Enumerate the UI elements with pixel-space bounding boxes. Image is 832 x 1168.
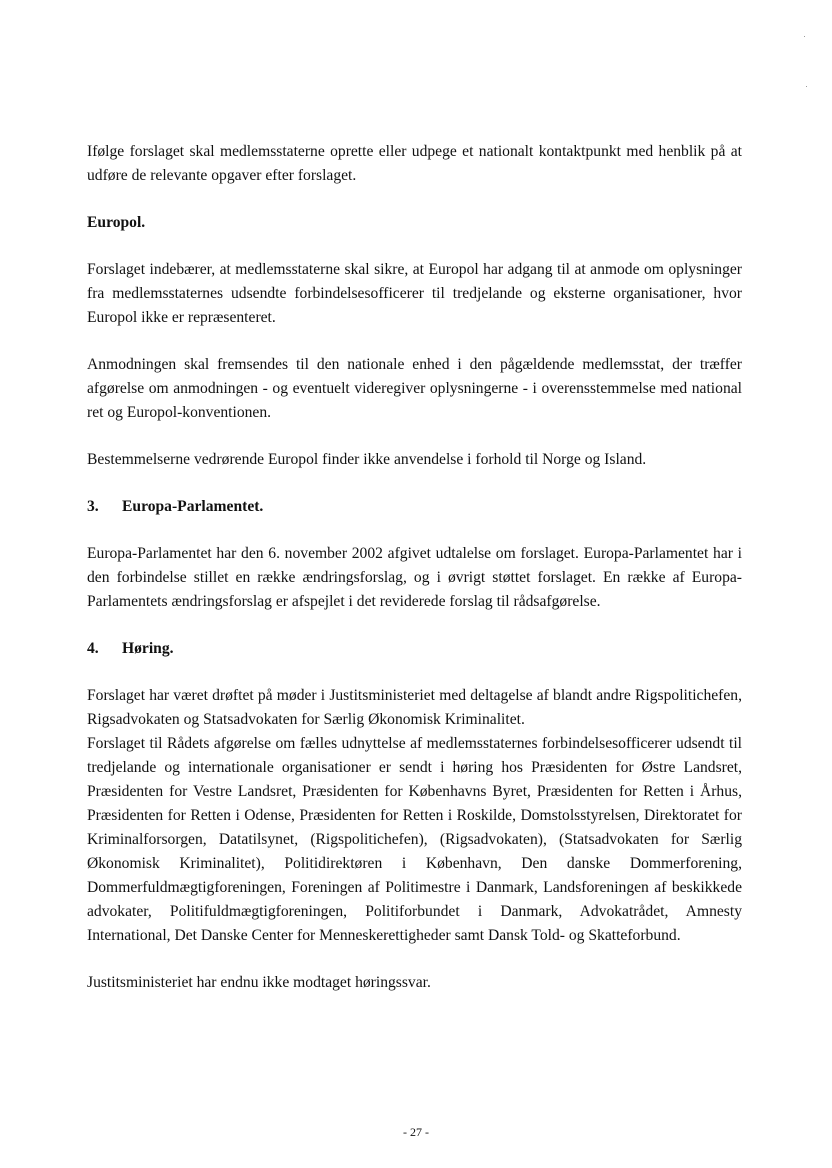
section-3-title: Europa-Parlamentet. — [122, 498, 264, 515]
page-number: - 27 - — [403, 1125, 429, 1139]
scan-speck — [804, 36, 805, 37]
section-4-title: Høring. — [122, 640, 174, 657]
heading-europol: Europol. — [87, 214, 146, 231]
paragraph-norway-iceland: Bestemmelserne vedrørende Europol finder ikke anvendelse i forhold til Norge og Island. — [87, 451, 647, 468]
paragraph-contact-point: Ifølge forslaget skal medlemsstaterne oprette eller udpege et nationalt kontaktpunkt med henblik på at udføre de relevante opgaver efter forslaget. — [87, 143, 742, 184]
document-body — [87, 140, 742, 995]
paragraph-no-responses: Justitsministeriet har endnu ikke modtaget høringssvar. — [87, 974, 431, 991]
paragraph-europol-request: Anmodningen skal fremsendes til den nationale enhed i den pågældende medlemsstat, der træffer afgørelse om anmodningen - og eventuelt videregiver oplysningerne - i overensstemmelse med national ret og Europol-konventionen. — [87, 356, 742, 421]
paragraph-consultation-meetings: Forslaget har været drøftet på møder i Justitsministeriet med deltagelse af blandt andre Rigspolitichefen, Rigsadvokaten og Statsadvokaten for Særlig Økonomisk Kriminalitet. — [87, 687, 742, 728]
paragraph-europol-access: Forslaget indebærer, at medlemsstaterne skal sikre, at Europol har adgang til at anmode om oplysninger fra medlemsstaternes udsendte forbindelsesofficerer til tredjelande og eksterne organisationer, hvor Europol ikke er repræsenteret. — [87, 261, 742, 326]
heading-section-3 — [87, 495, 742, 519]
scan-speck — [806, 86, 807, 87]
section-3-number: 3. — [87, 498, 99, 515]
heading-section-4 — [87, 637, 742, 661]
paragraph-parliament: Europa-Parlamentet har den 6. november 2002 afgivet udtalelse om forslaget. Europa-Parlamentet har i den forbindelse stillet en række ændringsforslag, og i øvrigt støttet forslaget. En række af Europa-Parlamentets ændringsforslag er afspejlet i det reviderede forslag til rådsafgørelse. — [87, 545, 742, 610]
section-4-number: 4. — [87, 640, 99, 657]
paragraph-consultation-recipients: Forslaget til Rådets afgørelse om fælles udnyttelse af medlemsstaternes forbindelsesofficerer udsendt til tredjelande og internationale organisationer er sendt i høring hos Præsidenten for Østre Landsret, Præsidenten for Vestre Landsret, Præsidenten for Københavns Byret, Præsidenten for Retten i Århus, Præsidenten for Retten i Odense, Præsidenten for Retten i Roskilde, Domstolsstyrelsen, Direktoratet for Kriminalforsorgen, Datatilsynet, (Rigspolitichefen), (Rigsadvokaten), (Statsadvokaten for Særlig Økonomisk Kriminalitet), Politidirektøren i København, Den danske Dommerforening, Dommerfuldmægtigforeningen, Foreningen af Politimestre i Danmark, Landsforeningen af beskikkede advokater, Politifuldmægtigforeningen, Politiforbundet i Danmark, Advokatrådet, Amnesty International, Det Danske Center for Menneskerettigheder samt Dansk Told- og Skatteforbund. — [87, 735, 742, 944]
